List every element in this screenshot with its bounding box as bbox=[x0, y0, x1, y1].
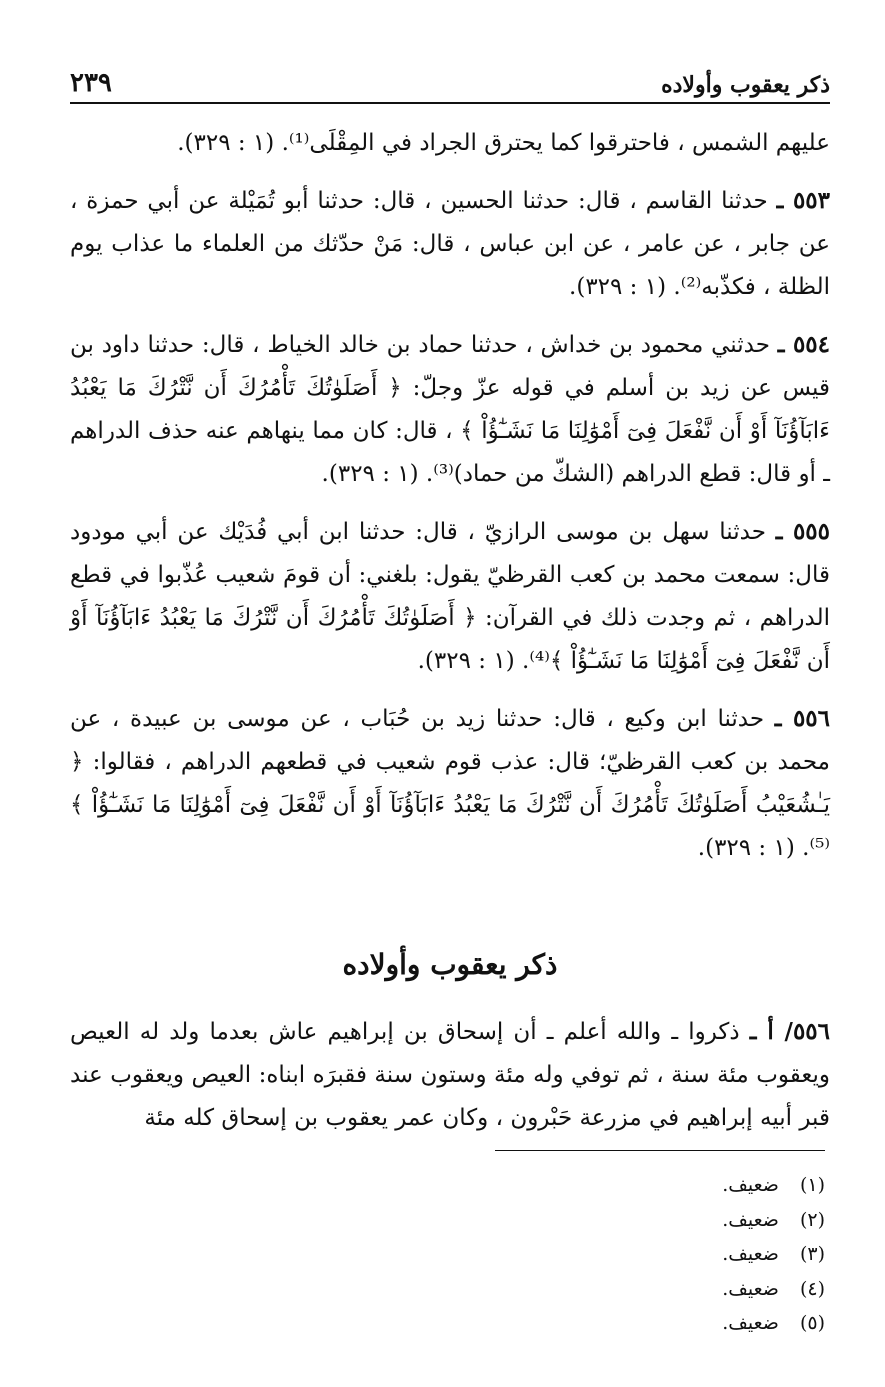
page-header bbox=[70, 60, 830, 104]
footnote-text: ضعيف. bbox=[722, 1312, 779, 1334]
hadith-553 bbox=[70, 179, 830, 309]
hadith-number: ٥٥٥ ـ bbox=[775, 518, 831, 545]
footnote-text: ضعيف. bbox=[722, 1243, 779, 1265]
footnote-text: ضعيف. bbox=[722, 1208, 779, 1231]
hadith-number: ٥٥٦/ أ ـ bbox=[749, 1018, 831, 1045]
paragraph-text: عليهم الشمس ، فاحترقوا كما يحترق الجراد في المِقْلَى⁽¹⁾. (١ : ٣٢٩). bbox=[177, 130, 830, 156]
footnote-marker: (٥) bbox=[799, 1312, 825, 1334]
running-title: ذكر يعقوب وأولاده bbox=[661, 72, 830, 98]
footnote-item bbox=[495, 1203, 825, 1238]
paragraph-continuation bbox=[70, 122, 830, 165]
footnote-item bbox=[495, 1272, 825, 1307]
page-number: ٢٣٩ bbox=[70, 68, 112, 98]
footnote-marker: (١) bbox=[799, 1174, 825, 1196]
footnote-divider bbox=[495, 1150, 825, 1151]
book-page bbox=[70, 60, 830, 1360]
hadith-554 bbox=[70, 323, 830, 496]
footnotes bbox=[495, 1168, 825, 1341]
footnote-marker: (٤) bbox=[799, 1277, 825, 1300]
footnote-marker: (٢) bbox=[799, 1208, 825, 1231]
section-heading: ذكر يعقوب وأولاده bbox=[342, 948, 558, 981]
footnote-item bbox=[495, 1306, 825, 1341]
paragraph-text: ذكروا ـ والله أعلم ـ أن إسحاق بن إبراهيم عاش بعدما ولد له العيص ويعقوب مئة سنة ، ثم توفي وله مئة وستون سنة فقبرَه ابناه: العيص ويعقوب عند قبر أبيه إبراهيم في مزرعة حَبْرون ، وكان عمر يعقوب بن إسحاق كله مئة bbox=[70, 1019, 830, 1131]
main-text bbox=[70, 122, 830, 884]
paragraph-text: حدثنا سهل بن موسى الرازيّ ، قال: حدثنا ابن أبي فُدَيْك عن أبي مودود قال: سمعت محمد بن كعب القرظيّ يقول: بلغني: أن قومَ شعيب عُذّبوا في قطع الدراهم ، ثم وجدت ذلك في القرآن: ﴿ أَصَلَوٰتُكَ تَأْمُرُكَ أَن نَّتْرُكَ مَا يَعْبُدُ ءَابَآؤُنَآ أَوْ أَن نَّفْعَلَ فِىٓ أَمْوَٰلِنَا مَا نَشَـٰٓؤُاْ ﴾⁽⁴⁾. (١ : ٣٢٩). bbox=[70, 519, 830, 674]
footnote-text: ضعيف. bbox=[722, 1277, 779, 1300]
paragraph-text: حدثنا القاسم ، قال: حدثنا الحسين ، قال: حدثنا أبو تُمَيْلة عن أبي حمزة ، عن جابر ، عن عامر ، عن ابن عباس ، قال: مَنْ حدّثك من العلماء ما عذاب يوم الظلة ، فكذّبه⁽²⁾. (١ : ٣٢٩). bbox=[70, 188, 830, 300]
paragraph-text: حدثنا ابن وكيع ، قال: حدثنا زيد بن حُبَاب ، عن موسى بن عبيدة ، عن محمد بن كعب القرظيّ؛ قال: عذب قوم شعيب في قطعهم الدراهم ، فقالوا: ﴿ يَـٰشُعَيْبُ أَصَلَوٰتُكَ تَأْمُرُكَ أَن نَّتْرُكَ مَا يَعْبُدُ ءَابَآؤُنَآ أَوْ أَن نَّفْعَلَ فِىٓ أَمْوَٰلِنَا مَا نَشَـٰٓؤُاْ ﴾⁽⁵⁾. (١ : ٣٢٩). bbox=[70, 706, 830, 861]
footnote-item bbox=[495, 1168, 825, 1203]
hadith-number: ٥٥٦ ـ bbox=[774, 705, 830, 732]
paragraph-text: حدثني محمود بن خداش ، حدثنا حماد بن خالد الخياط ، قال: حدثنا داود بن قيس عن زيد بن أسلم في قوله عزّ وجلّ: ﴿ أَصَلَوٰتُكَ تَأْمُرُكَ أَن نَّتْرُكَ مَا يَعْبُدُ ءَابَآؤُنَآ أَوْ أَن نَّفْعَلَ فِىٓ أَمْوَٰلِنَا مَا نَشَـٰٓؤُاْ ﴾ ، قال: كان مما ينهاهم عنه حذف الدراهم ـ أو قال: قطع الدراهم (الشكّ من حماد)⁽³⁾. (١ : ٣٢٩). bbox=[70, 332, 830, 487]
hadith-number: ٥٥٣ ـ bbox=[776, 187, 830, 214]
footnote-item bbox=[495, 1237, 825, 1272]
section-text bbox=[70, 1010, 830, 1154]
hadith-556a bbox=[70, 1010, 830, 1140]
footnote-text: ضعيف. bbox=[722, 1174, 779, 1196]
footnote-marker: (٣) bbox=[799, 1243, 825, 1265]
hadith-556 bbox=[70, 697, 830, 870]
hadith-number: ٥٥٤ ـ bbox=[777, 331, 830, 358]
hadith-555 bbox=[70, 510, 830, 683]
